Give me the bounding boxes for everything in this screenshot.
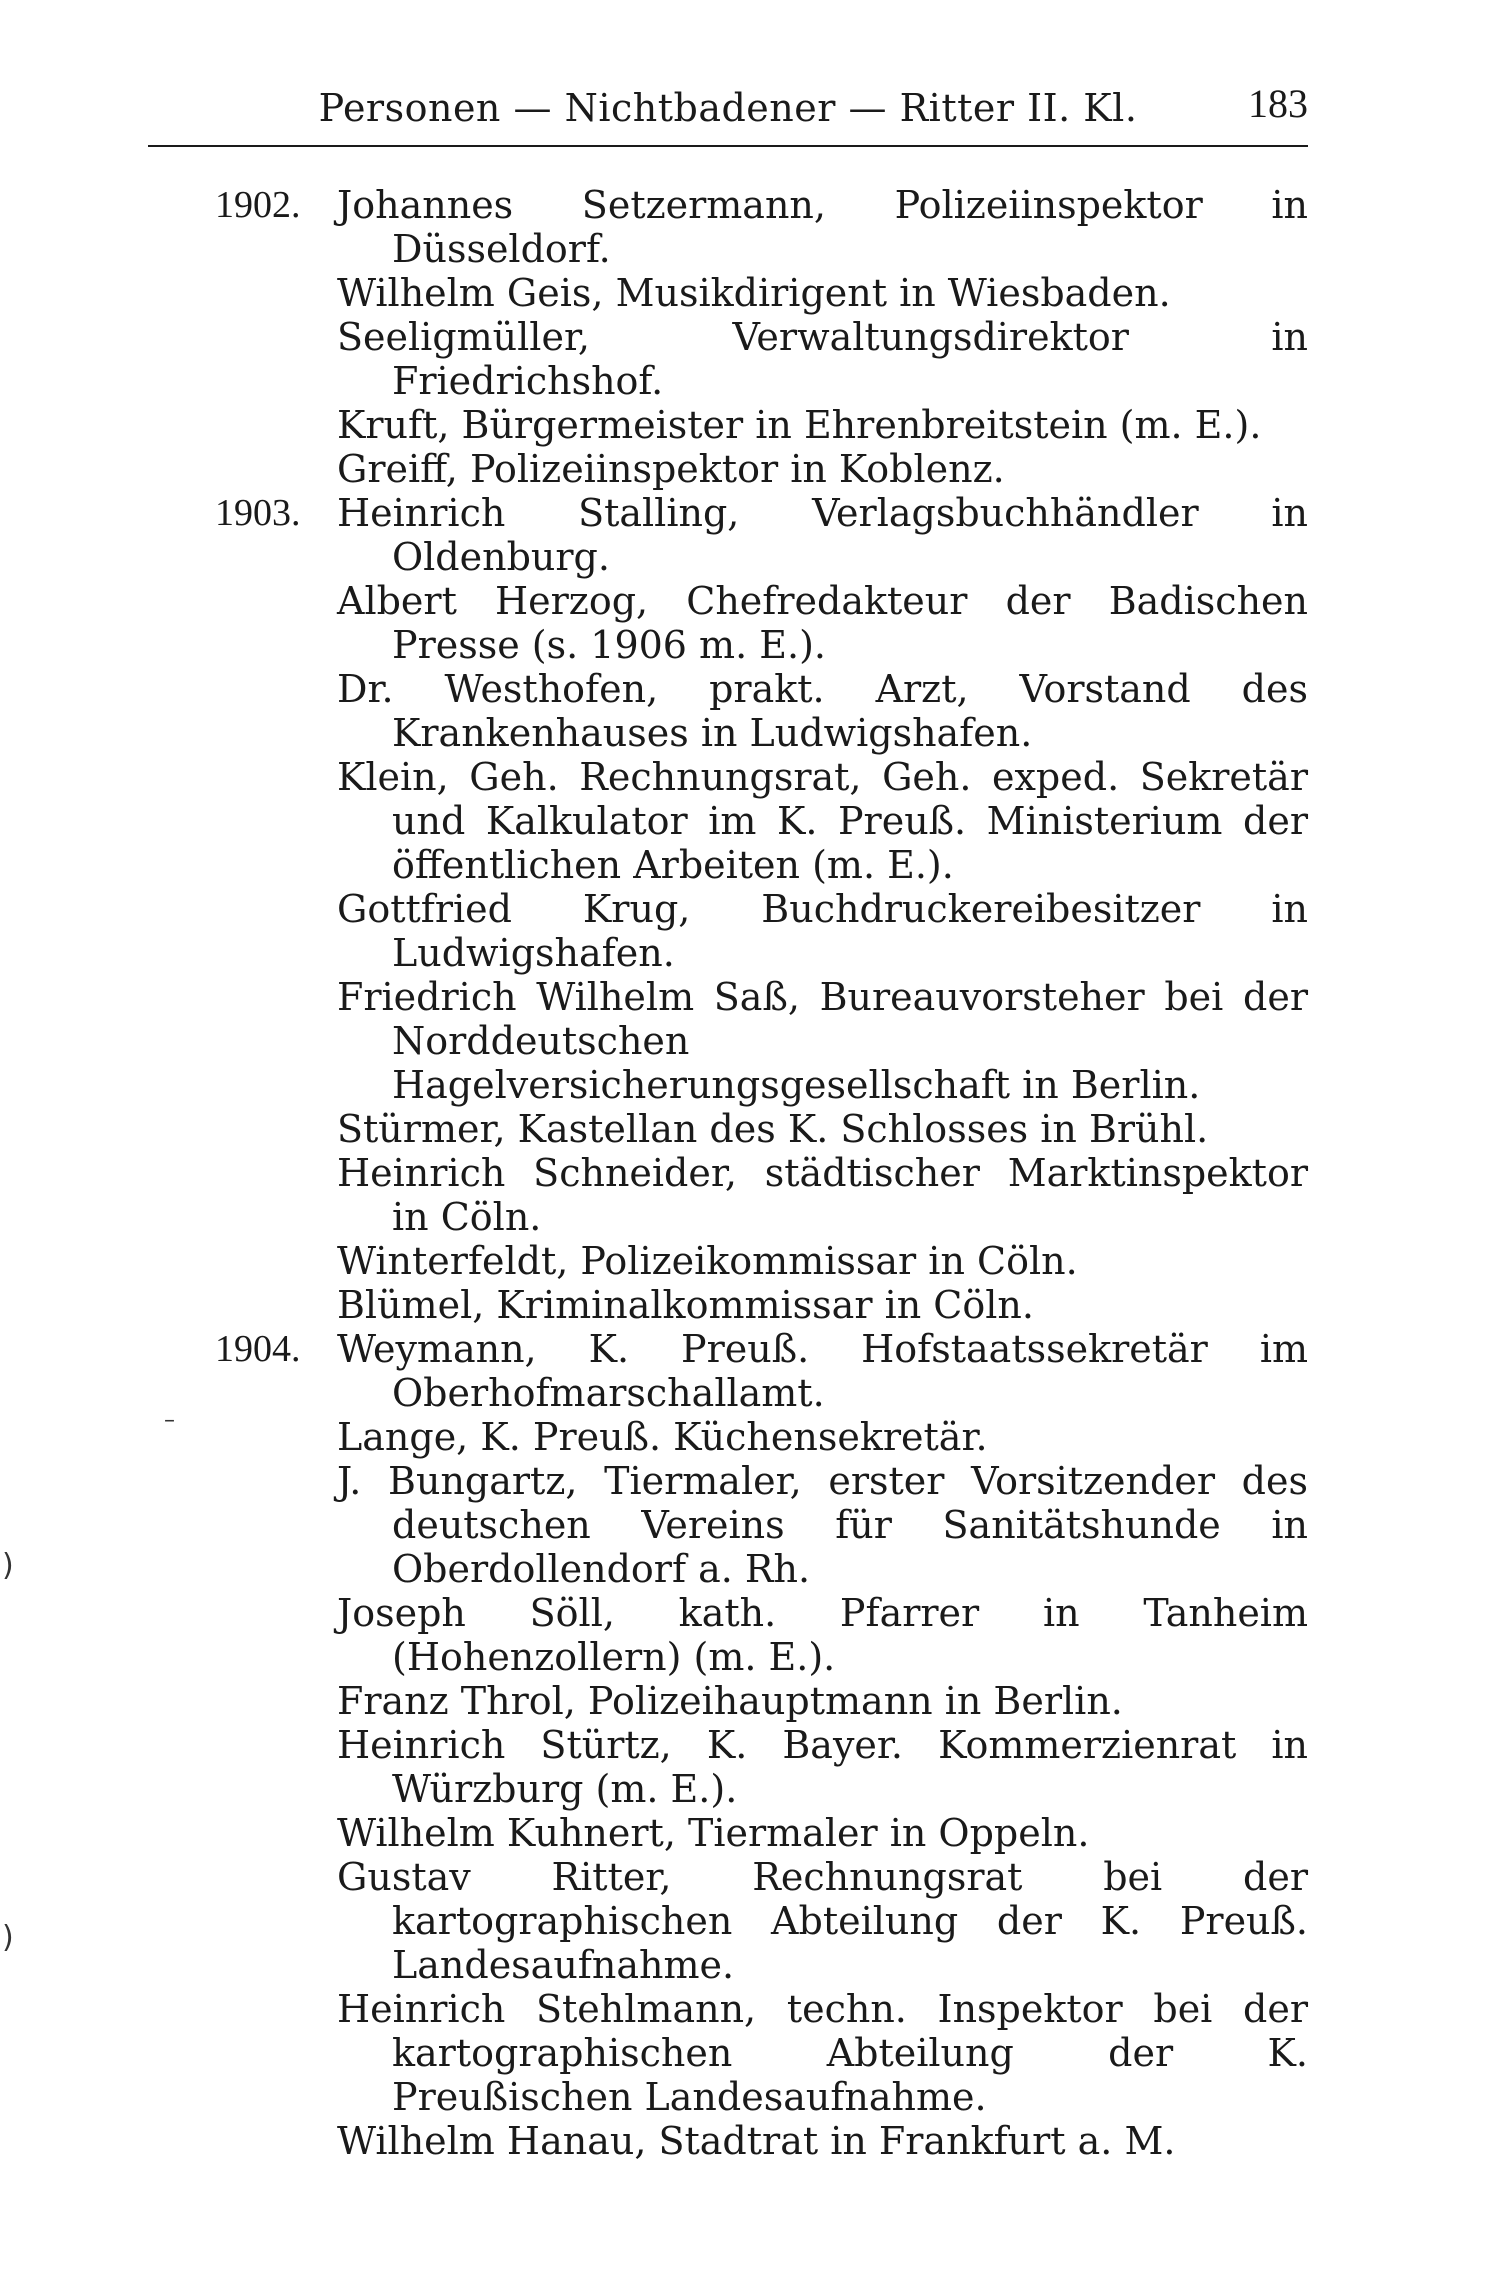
year-block-1903 (215, 491, 1308, 1327)
margin-bracket-mark: ) (2, 1920, 14, 1955)
list-item: Kruft, Bürgermeister in Ehrenbreitstein (m. E.). (337, 403, 1262, 447)
margin-bracket-mark: ) (2, 1548, 14, 1583)
list-item: Joseph Söll, kath. Pfarrer in Tanheim (Hohenzollern) (m. E.). (337, 1591, 1308, 1679)
list-item: Klein, Geh. Rechnungsrat, Geh. exped. Sekretär und Kalkulator im K. Preuß. Ministerium der öffentlichen Arbeiten (m. E.). (337, 755, 1308, 887)
margin-dash-mark: – (164, 1408, 175, 1433)
list-item: Gustav Ritter, Rechnungsrat bei der kartographischen Abteilung der K. Preuß. Landesaufnahme. (337, 1855, 1308, 1987)
list-item: Wilhelm Hanau, Stadtrat in Frankfurt a. M. (337, 2119, 1176, 2163)
page-number: 183 (1248, 81, 1308, 126)
entry-list (337, 491, 1308, 1327)
year-label: 1903. (215, 492, 301, 534)
list-item: Seeligmüller, Verwaltungsdirektor in Friedrichshof. (337, 315, 1308, 403)
list-item: Wilhelm Kuhnert, Tiermaler in Oppeln. (337, 1811, 1090, 1855)
list-item: Heinrich Schneider, städtischer Marktinspektor in Cöln. (337, 1151, 1308, 1239)
list-item: Albert Herzog, Chefredakteur der Badischen Presse (s. 1906 m. E.). (337, 579, 1308, 667)
list-item: J. Bungartz, Tiermaler, erster Vorsitzender des deutschen Vereins für Sanitätshunde in Oberdollendorf a. Rh. (337, 1459, 1308, 1591)
list-item: Greiff, Polizeiinspektor in Koblenz. (337, 447, 1005, 491)
entry-list (337, 183, 1308, 491)
list-item: Franz Throl, Polizeihauptmann in Berlin. (337, 1679, 1123, 1723)
list-item: Heinrich Stürtz, K. Bayer. Kommerzienrat in Würzburg (m. E.). (337, 1723, 1308, 1811)
header-rule (148, 145, 1308, 147)
content-body (215, 183, 1308, 2163)
list-item: Johannes Setzermann, Polizeiinspektor in Düsseldorf. (337, 183, 1308, 271)
list-item: Friedrich Wilhelm Saß, Bureauvorsteher bei der Norddeutschen Hagelversicherungsgesellschaft in Berlin. (337, 975, 1308, 1107)
list-item: Lange, K. Preuß. Küchensekretär. (337, 1415, 988, 1459)
entry-list (337, 1327, 1308, 2163)
running-head: Personen — Nichtbadener — Ritter II. Kl. (318, 86, 1138, 130)
list-item: Winterfeldt, Polizeikommissar in Cöln. (337, 1239, 1078, 1283)
list-item: Heinrich Stalling, Verlagsbuchhändler in Oldenburg. (337, 491, 1308, 579)
list-item: Blümel, Kriminalkommissar in Cöln. (337, 1283, 1034, 1327)
year-block-1904 (215, 1327, 1308, 2163)
list-item: Weymann, K. Preuß. Hofstaatssekretär im Oberhofmarschallamt. (337, 1327, 1308, 1415)
list-item: Wilhelm Geis, Musikdirigent in Wiesbaden. (337, 271, 1171, 315)
page-header (148, 81, 1308, 146)
year-block-1902 (215, 183, 1308, 491)
year-label: 1902. (215, 184, 301, 226)
list-item: Dr. Westhofen, prakt. Arzt, Vorstand des Krankenhauses in Ludwigshafen. (337, 667, 1308, 755)
list-item: Gottfried Krug, Buchdruckereibesitzer in Ludwigshafen. (337, 887, 1308, 975)
list-item: Heinrich Stehlmann, techn. Inspektor bei der kartographischen Abteilung der K. Preußischen Landesaufnahme. (337, 1987, 1308, 2119)
list-item: Stürmer, Kastellan des K. Schlosses in Brühl. (337, 1107, 1209, 1151)
year-label: 1904. (215, 1328, 301, 1370)
